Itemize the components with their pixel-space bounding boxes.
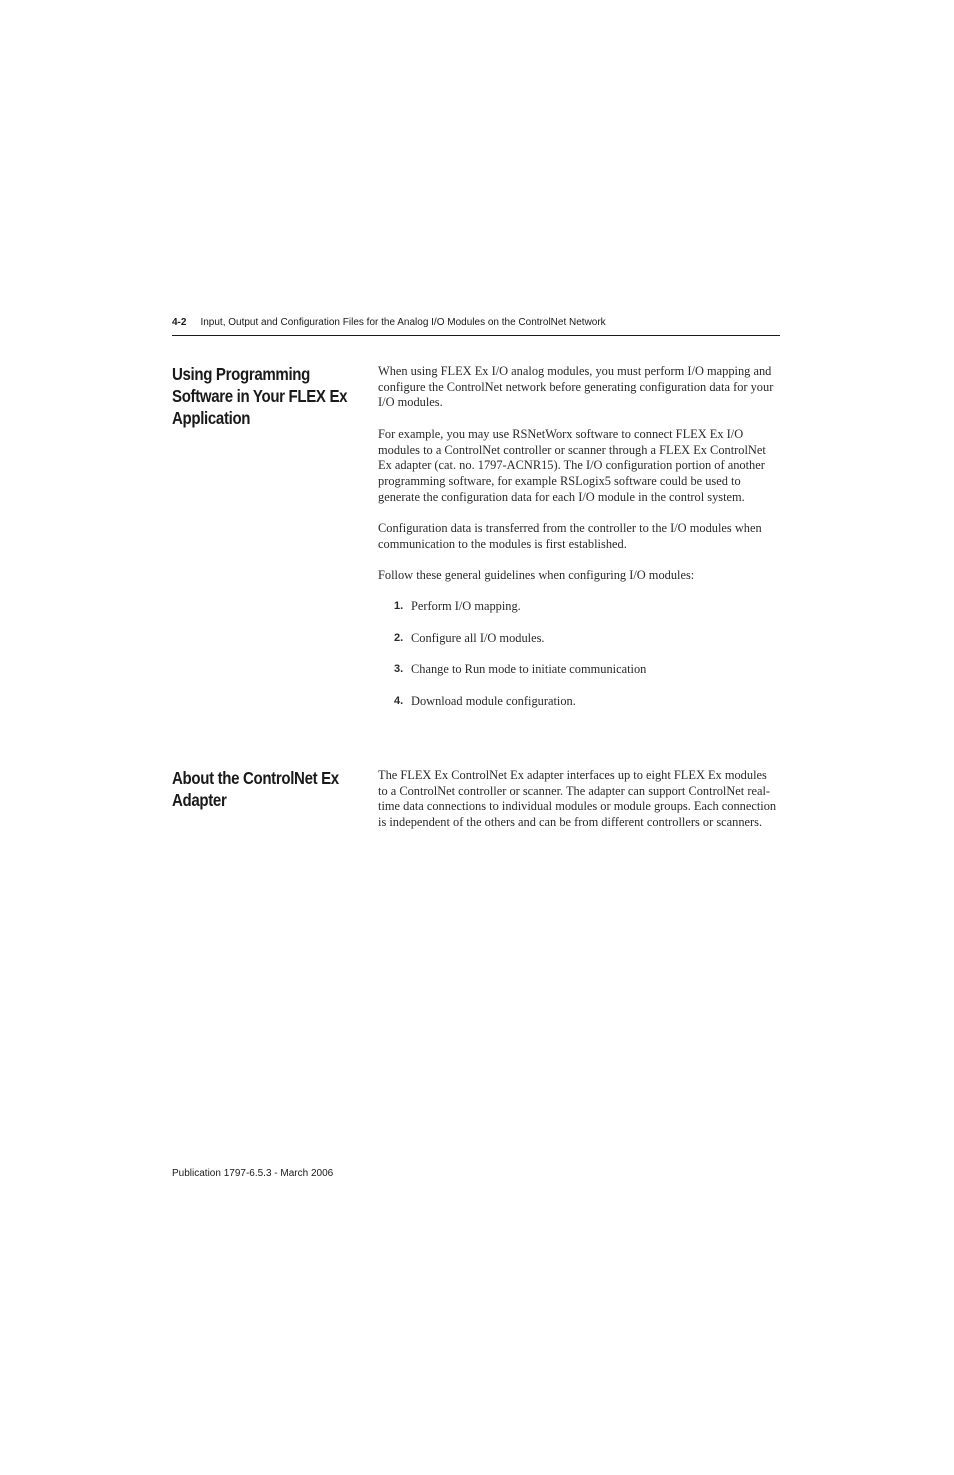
step-text: Download module configuration. [411,693,576,708]
step-number: 1. [394,600,404,613]
paragraph: For example, you may use RSNetWorx software to connect FLEX Ex I/O modules to a ControlNet controller or scanner through a FLEX Ex ControlNet Ex adapter (cat. no. 1797-ACNR15). The I/O configuration portion of another programming software, for example RSLogix5 software could be used to generate the configuration data for each I/O module in the control system. [378,426,766,504]
paragraph: The FLEX Ex ControlNet Ex adapter interfaces up to eight FLEX Ex modules to a ControlNet controller or scanner. The adapter can support ControlNet real-time data connections to individual modules or module groups. Each connection is independent of the others and can be from different controllers or scanners. [378,768,777,830]
list-item [378,662,778,678]
running-header [172,317,780,328]
section-title-line: Using Programming [172,364,310,384]
step-text: Configure all I/O modules. [411,630,545,645]
list-item [378,694,778,710]
section-body-controlnet-adapter [378,768,778,847]
publication-footer: Publication 1797-6.5.3 - March 2006 [172,1168,334,1179]
section-title-programming-software [172,363,361,429]
page-number: 4-2 [172,317,187,328]
section-title-line: About the ControlNet Ex [172,768,339,788]
section-title-controlnet-adapter [172,767,361,811]
section-title-line: Adapter [172,790,227,810]
step-number: 2. [394,631,404,644]
step-text: Change to Run mode to initiate communication [411,662,647,677]
step-number: 3. [394,663,404,676]
step-number: 4. [394,694,404,707]
step-text: Perform I/O mapping. [411,599,521,614]
paragraph: Configuration data is transferred from the controller to the I/O modules when communication to the modules is first established. [378,521,762,551]
list-item [378,599,778,615]
running-title: Input, Output and Configuration Files for the Analog I/O Modules on the ControlNet Network [200,317,606,328]
paragraph: Follow these general guidelines when configuring I/O modules: [378,568,695,583]
guideline-steps [378,599,778,709]
header-rule [172,335,780,336]
list-item [378,631,778,647]
section-body-programming-software [378,364,778,725]
section-title-line: Software in Your FLEX Ex [172,386,348,406]
paragraph: When using FLEX Ex I/O analog modules, you must perform I/O mapping and configure the ControlNet network before generating configuration data for your I/O modules. [378,364,774,410]
section-title-line: Application [172,408,251,428]
